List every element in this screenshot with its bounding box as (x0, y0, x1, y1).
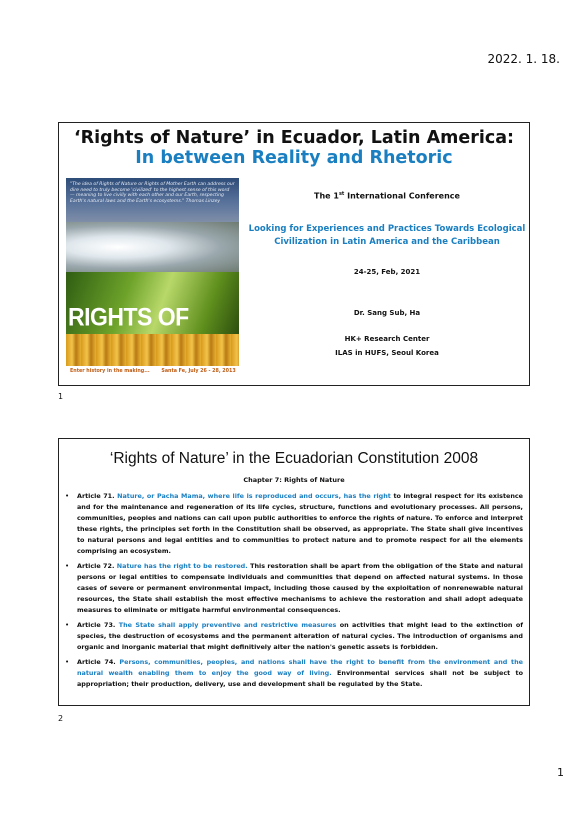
slide-2-title: ‘Rights of Nature’ in the Ecuadorian Constitution 2008 (109, 450, 479, 467)
conference-title: The 1st International Conference (314, 191, 460, 201)
poster-title: RIGHTS OF (68, 302, 189, 331)
poster-footer-tagline: Enter history in the making... (70, 369, 150, 374)
affiliation-institute: ILAS in HUFS, Seoul Korea (335, 349, 439, 357)
chapter-heading: Chapter 7: Rights of Nature (243, 476, 345, 484)
bullet: • (65, 492, 70, 500)
article-list (65, 491, 523, 694)
article-highlight: The State shall apply preventive and restrictive measures (118, 621, 337, 629)
article-highlight: Nature has the right to be restored. (116, 562, 248, 570)
list-item-article-74 (65, 657, 523, 690)
rights-of-nature-poster-image (66, 178, 239, 381)
article-highlight: Nature, or Pacha Mama, where life is reproduced and occurs, has the right (117, 492, 391, 500)
poster-aspen-photo (66, 334, 239, 366)
article-text: on activities that might lead to the extinction of species, the destruction of ecosystems and the permanent alteration of natural cycles. The introduction of organisms and organic and inorganic material that might definitively alter the nation's genetic assets is forbidden. (77, 621, 523, 651)
bullet: • (65, 658, 70, 666)
article-highlight: Persons, communities, peoples, and nations shall have the right to benefit from the environment and the natural wealth enabling them to enjoy the good way of living. (77, 658, 523, 677)
poster-footer-event: Santa Fe, July 26 - 28, 2013 (161, 369, 236, 374)
conference-theme: Looking for Experiences and Practices Towards Ecological Civilization in Latin America and the Caribbean (248, 224, 526, 247)
article-text: Environmental services shall not be subject to appropriation; their production, delivery, use and development shall be regulated by the State. (77, 669, 523, 688)
conference-date: 24-25, Feb, 2021 (353, 268, 421, 276)
bullet: • (65, 621, 70, 629)
slide-1-number: 1 (58, 392, 64, 401)
slide-1-title: ‘Rights of Nature’ in Ecuador, Latin America: (73, 128, 515, 148)
poster-quote: "The idea of Rights of Nature or Rights of Mother Earth can address our dire need to truly become 'civilized' to the highest sense of this word — meaning to live civilly with each other and our Earth, respecting Earth's natural laws and the Earth's ecosystems." Thomas Linzey (70, 182, 235, 204)
poster-river-photo (66, 222, 239, 272)
article-label: Article 72. (77, 562, 115, 570)
bullet: • (65, 562, 70, 570)
article-label: Article 71. (77, 492, 115, 500)
article-text: to integral respect for its existence and for the maintenance and regeneration of its life cycles, structure, functions and evolutionary processes. All persons, communities, peoples and nations can call upon public authorities to enforce the rights of nature. To enforce and interpret these rights, the principles set forth in the Constitution shall be observed, as appropriate. The State shall give incentives to natural persons and legal entities and to communities to protect nature and to promote respect for all the elements comprising an ecosystem. (77, 492, 524, 555)
affiliation-center: HK+ Research Center (344, 335, 430, 343)
handout-date: 2022. 1. 18. (487, 52, 560, 66)
list-item-article-71 (65, 491, 523, 557)
slide-2 (58, 438, 530, 706)
poster-footer (70, 369, 239, 374)
article-text: This restoration shall be apart from the obligation of the State and natural persons or legal entities to compensate individuals and communities that depend on affected natural systems. In those cases of severe or permanent environmental impact, including those caused by the exploitation of nonrenewable natural resources, the State shall establish the most effective mechanisms to achieve the restoration and shall adopt adequate measures to eliminate or mitigate harmful environmental consequences. (77, 562, 523, 614)
article-label: Article 74. (77, 658, 116, 666)
author-name: Dr. Sang Sub, Ha (353, 309, 421, 317)
list-item-article-73 (65, 620, 523, 653)
slide-1 (58, 122, 530, 386)
article-label: Article 73. (77, 621, 116, 629)
slide-2-number: 2 (58, 714, 64, 723)
slide-1-subtitle: In between Reality and Rhetoric (135, 148, 453, 168)
list-item-article-72 (65, 561, 523, 616)
page-number: 1 (557, 766, 564, 779)
